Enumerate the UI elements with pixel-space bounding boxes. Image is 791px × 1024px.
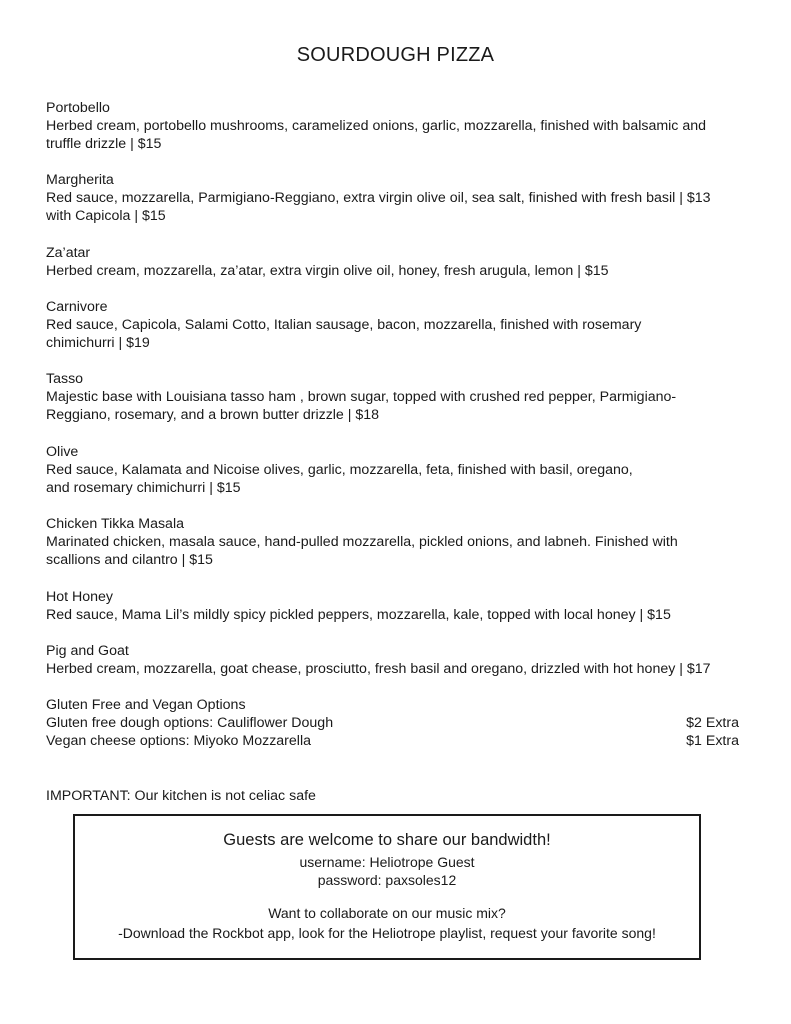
item-name: Hot Honey	[46, 589, 114, 605]
wifi-password: password: paxsoles12	[317, 872, 457, 889]
option-price: $1 Extra	[686, 733, 739, 750]
dietary-options	[46, 696, 746, 751]
item-description: Marinated chicken, masala sauce, hand-pulled mozzarella, pickled onions, and labneh. Finished with	[46, 534, 678, 551]
item-name: Za’atar	[46, 245, 91, 261]
menu-item-portobello	[46, 99, 746, 154]
item-name: Pig and Goat	[46, 643, 129, 659]
options-heading: Gluten Free and Vegan Options	[46, 697, 246, 713]
menu-item-carnivore	[46, 298, 746, 353]
music-heading: Want to collaborate on our music mix?	[268, 904, 506, 921]
menu-item-tasso	[46, 370, 746, 425]
item-name: Portobello	[46, 100, 110, 116]
guest-info-box	[73, 814, 701, 960]
item-description: Red sauce, mozzarella, Parmigiano-Reggiano, extra virgin olive oil, sea salt, finished with fresh basil | $13	[46, 190, 711, 207]
item-description: Majestic base with Louisiana tasso ham , brown sugar, topped with crushed red pepper, Parmigiano-	[46, 389, 677, 406]
celiac-notice: IMPORTANT: Our kitchen is not celiac safe	[46, 788, 316, 804]
item-name: Margherita	[46, 172, 114, 188]
item-description: Red sauce, Mama Lil’s mildly spicy pickled peppers, mozzarella, kale, topped with local honey | $15	[46, 607, 671, 624]
option-label: Vegan cheese options: Miyoko Mozzarella	[46, 733, 311, 750]
music-instructions: -Download the Rockbot app, look for the Heliotrope playlist, request your favorite song!	[118, 925, 656, 942]
item-description: scallions and cilantro | $15	[46, 552, 213, 569]
item-description: truffle drizzle | $15	[46, 136, 162, 153]
item-description: Herbed cream, mozzarella, za’atar, extra virgin olive oil, honey, fresh arugula, lemon | $15	[46, 263, 609, 280]
menu-item-pig-and-goat	[46, 642, 746, 678]
menu-item-chicken-tikka-masala	[46, 515, 746, 570]
menu-item-olive	[46, 443, 746, 498]
menu-item-hot-honey	[46, 588, 746, 624]
wifi-username: username: Heliotrope Guest	[299, 854, 475, 870]
item-description: Herbed cream, portobello mushrooms, caramelized onions, garlic, mozzarella, finished with balsamic and	[46, 118, 707, 135]
item-description: and rosemary chimichurri | $15	[46, 480, 241, 497]
menu-item-margherita	[46, 171, 746, 226]
option-price: $2 Extra	[686, 715, 739, 732]
item-description: Herbed cream, mozzarella, goat chease, prosciutto, fresh basil and oregano, drizzled with hot honey | $17	[46, 661, 711, 678]
item-description: Red sauce, Kalamata and Nicoise olives, garlic, mozzarella, feta, finished with basil, oregano,	[46, 462, 633, 479]
item-description: Reggiano, rosemary, and a brown butter drizzle | $18	[46, 407, 380, 424]
option-row-vegan	[46, 732, 746, 750]
wifi-heading: Guests are welcome to share our bandwidth!	[223, 831, 551, 849]
option-row-gluten-free	[46, 714, 746, 732]
menu-title: SOURDOUGH PIZZA	[296, 44, 495, 66]
option-label: Gluten free dough options: Cauliflower Dough	[46, 715, 334, 732]
item-description: Red sauce, Capicola, Salami Cotto, Italian sausage, bacon, mozzarella, finished with rosemary	[46, 317, 642, 334]
item-name: Tasso	[46, 371, 84, 387]
item-name: Olive	[46, 444, 79, 460]
item-name: Chicken Tikka Masala	[46, 516, 184, 532]
item-name: Carnivore	[46, 299, 108, 315]
item-description: with Capicola | $15	[46, 208, 166, 225]
item-description: chimichurri | $19	[46, 335, 150, 352]
menu-item-zaatar	[46, 244, 746, 280]
